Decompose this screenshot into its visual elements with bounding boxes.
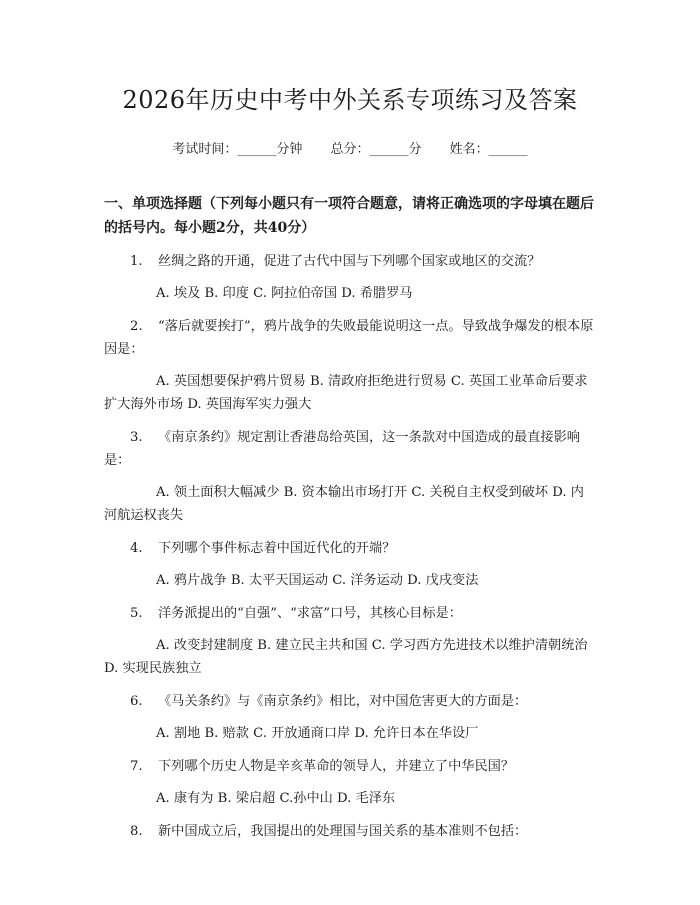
question-item bbox=[104, 426, 596, 527]
exam-time-field: 考试时间：______分钟 bbox=[172, 142, 303, 157]
question-options: A. 康有为 B. 梁启超 C.孙中山 D. 毛泽东 bbox=[156, 791, 396, 806]
question-item bbox=[104, 315, 596, 416]
question-stem bbox=[104, 537, 596, 560]
exam-meta bbox=[104, 140, 596, 160]
question-options: A. 英国想要保护鸦片贸易 B. 清政府拒绝进行贸易 C. 英国工业革命后要求扩大海外市场 D. 英国海军实力强大 bbox=[104, 374, 588, 412]
question-stem bbox=[104, 755, 596, 778]
question-text: 洋务派提出的“自强”、“求富”口号，其核心目标是： bbox=[158, 606, 462, 621]
question-list bbox=[104, 250, 596, 843]
question-item bbox=[104, 602, 596, 680]
question-text: 丝绸之路的开通，促进了古代中国与下列哪个国家或地区的交流？ bbox=[158, 254, 541, 269]
question-stem bbox=[104, 690, 596, 713]
question-item bbox=[104, 690, 596, 745]
question-item bbox=[104, 250, 596, 305]
question-stem bbox=[104, 602, 596, 625]
question-number: 4. bbox=[130, 541, 143, 556]
question-options: A. 领土面积大幅减少 B. 资本输出市场打开 C. 关税自主权受到破坏 D. 内河航运权丧失 bbox=[104, 485, 584, 523]
question-text: “落后就要挨打”，鸦片战争的失败最能说明这一点。导致战争爆发的根本原因是： bbox=[104, 319, 594, 357]
question-text: 《马关条约》与《南京条约》相比，对中国危害更大的方面是： bbox=[158, 694, 528, 709]
question-item bbox=[104, 820, 596, 843]
question-stem bbox=[104, 315, 596, 361]
question-options: A. 改变封建制度 B. 建立民主共和国 C. 学习西方先进技术以维护清朝统治 D. 实现民族独立 bbox=[104, 638, 588, 676]
question-text: 《南京条约》规定割让香港岛给英国，这一条款对中国造成的最直接影响是： bbox=[104, 430, 580, 468]
question-item bbox=[104, 537, 596, 592]
page-title: 2026年历史中考中外关系专项练习及答案 bbox=[122, 86, 578, 114]
section-heading: 一、单项选择题（下列每小题只有一项符合题意，请将正确选项的字母填在题后的括号内。每小题2分，共40分） bbox=[104, 196, 594, 236]
question-stem bbox=[104, 250, 596, 273]
question-text: 新中国成立后，我国提出的处理国与国关系的基本准则不包括： bbox=[158, 824, 528, 839]
question-number: 8. bbox=[130, 824, 143, 839]
question-stem bbox=[104, 820, 596, 843]
question-number: 3. bbox=[130, 430, 143, 445]
question-number: 6. bbox=[130, 694, 143, 709]
total-score-field: 总分：______分 bbox=[330, 142, 422, 157]
question-text: 下列哪个事件标志着中国近代化的开端？ bbox=[158, 541, 396, 556]
question-number: 7. bbox=[130, 759, 143, 774]
question-number: 5. bbox=[130, 606, 143, 621]
question-options: A. 埃及 B. 印度 C. 阿拉伯帝国 D. 希腊罗马 bbox=[156, 286, 413, 301]
question-number: 1. bbox=[130, 254, 143, 269]
question-item bbox=[104, 755, 596, 810]
question-text: 下列哪个历史人物是辛亥革命的领导人，并建立了中华民国？ bbox=[158, 759, 515, 774]
question-stem bbox=[104, 426, 596, 472]
question-options: A. 割地 B. 赔款 C. 开放通商口岸 D. 允许日本在华设厂 bbox=[156, 726, 479, 741]
question-number: 2. bbox=[130, 319, 143, 334]
question-options: A. 鸦片战争 B. 太平天国运动 C. 洋务运动 D. 戊戌变法 bbox=[156, 573, 479, 588]
student-name-field: 姓名：______ bbox=[449, 142, 528, 157]
